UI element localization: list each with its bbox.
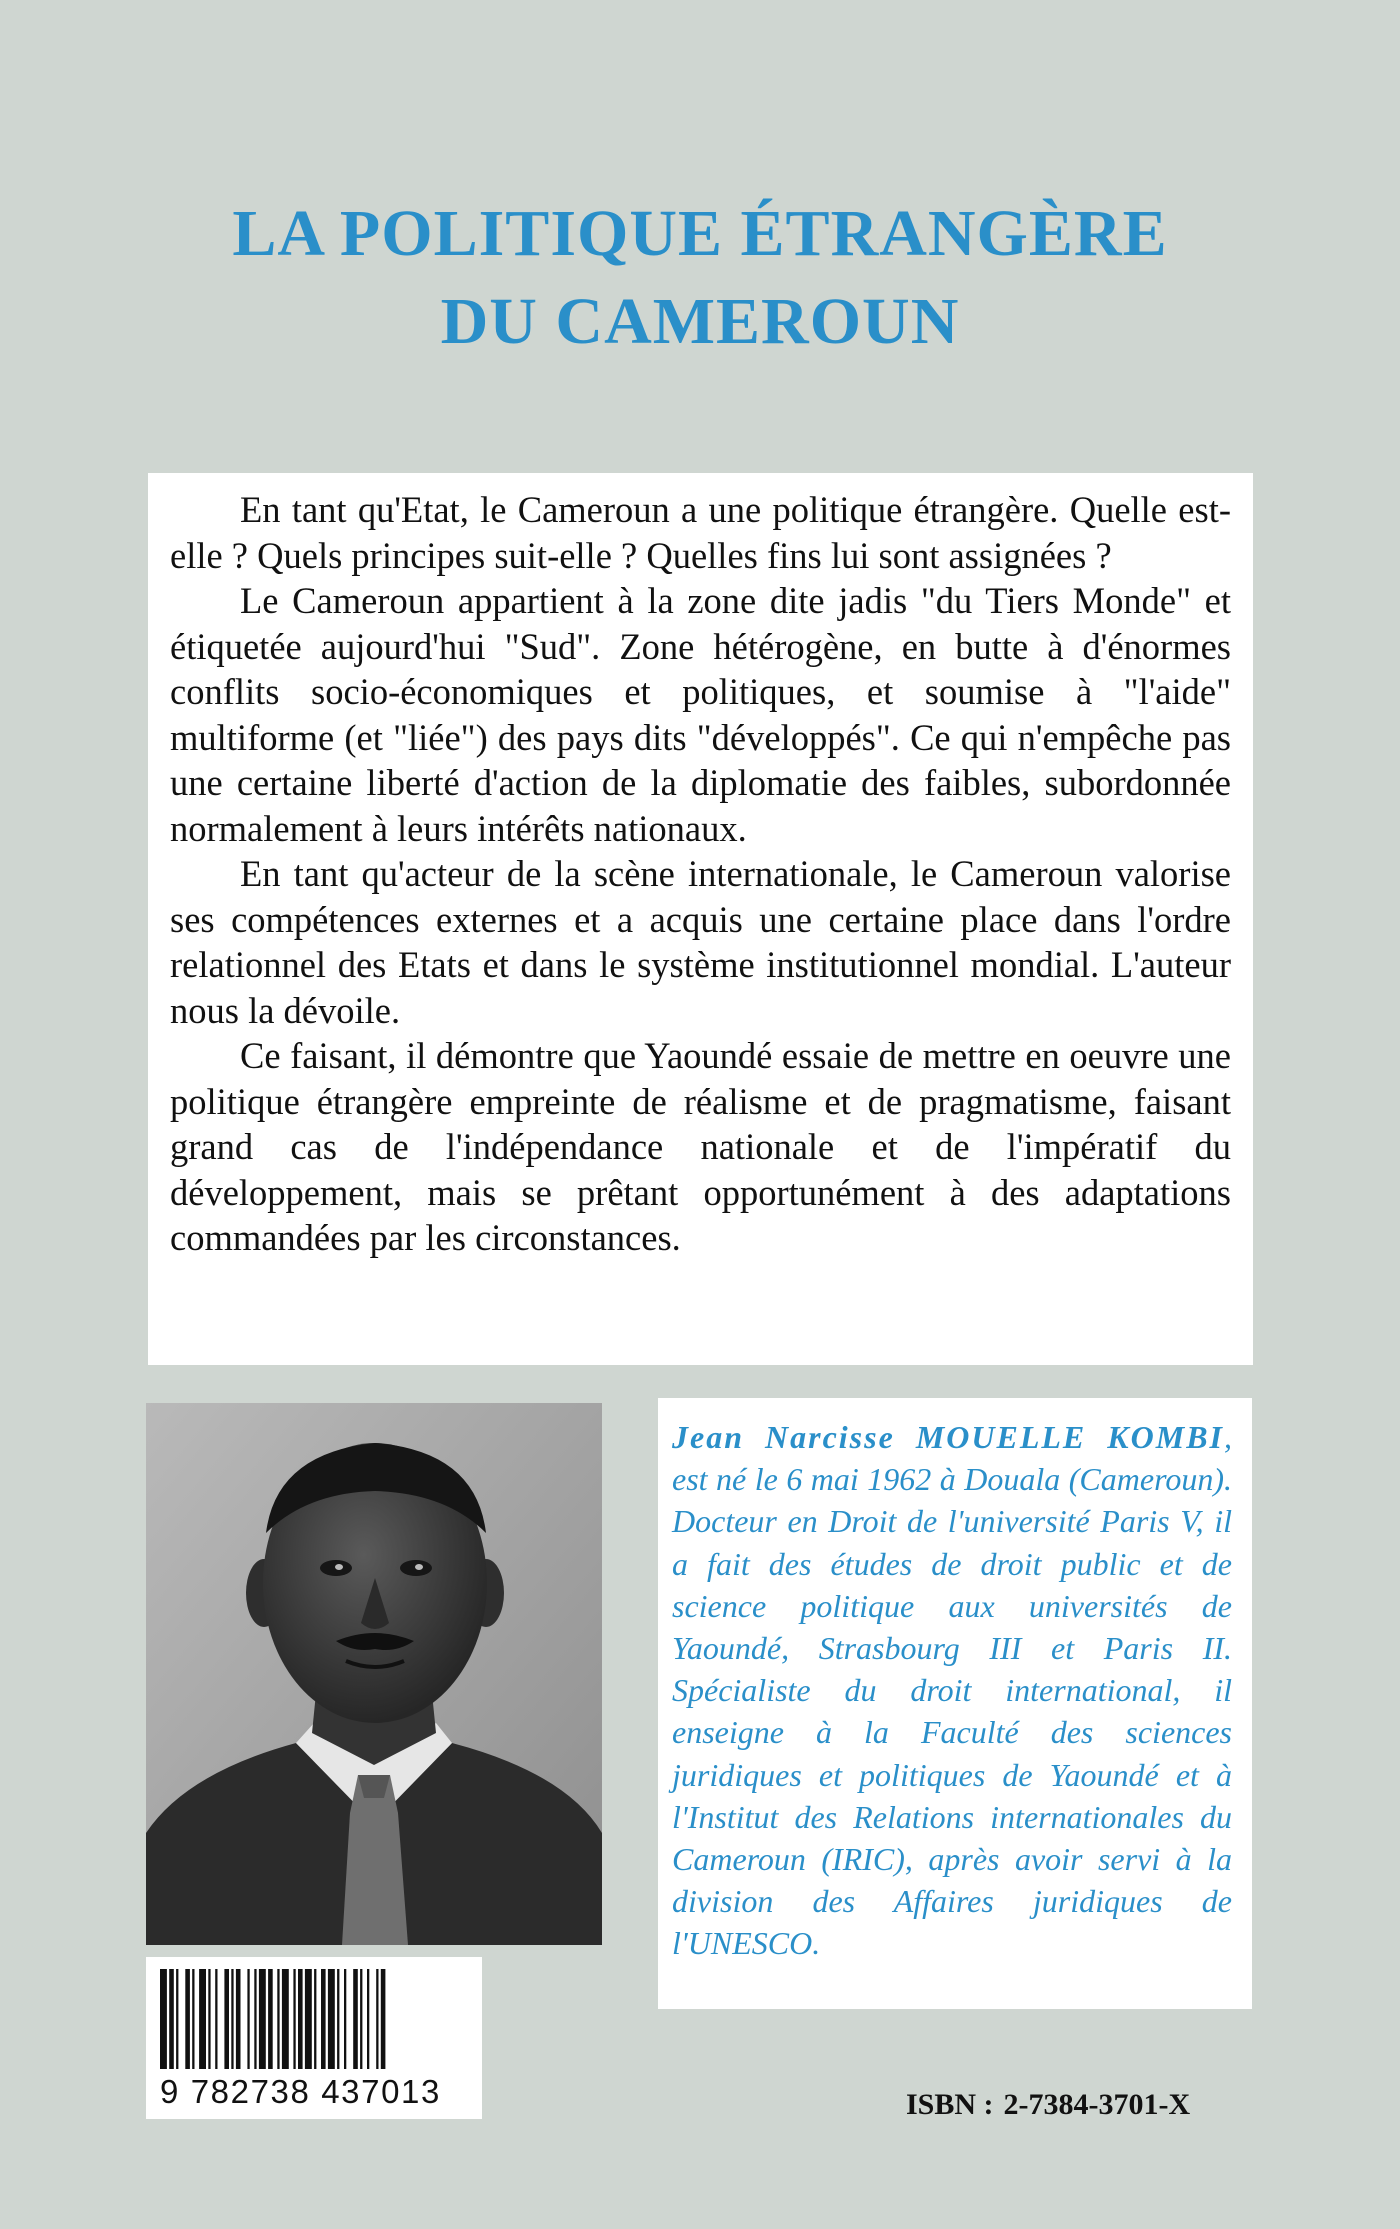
barcode-bar: [298, 1969, 303, 2069]
summary-box: [148, 473, 1253, 1365]
barcode-bar: [321, 1969, 326, 2069]
barcode-bar: [353, 1969, 358, 2069]
barcode-bar: [360, 1969, 362, 2069]
summary-paragraph: Le Cameroun appartient à la zone dite jadis "du Tiers Monde" et étiquetée aujourd'hui "Sud". Zone hétérogène, en butte à d'énormes conflits socio-économiques et politiques, et soumise à "l'aide" multiforme (et "liée") des pays dits "développés". Ce qui n'empêche pas une certaine liberté d'action de la diplomatie des faibles, subordonnée normalement à leurs intérêts nationaux.: [170, 580, 1231, 849]
barcode-bar: [192, 1969, 194, 2069]
author-bio: [658, 1398, 1252, 2009]
barcode-bar: [367, 1969, 369, 2069]
barcode-bar: [337, 1969, 339, 2069]
barcode-bar: [254, 1969, 256, 2069]
barcode-bar: [176, 1969, 178, 2069]
barcode-bar: [293, 1969, 295, 2069]
isbn-label: ISBN :: [906, 2088, 994, 2121]
book-title: [0, 190, 1400, 366]
barcode-bar: [247, 1969, 249, 2069]
barcode-bar: [208, 1969, 210, 2069]
title-line-2: DU CAMEROUN: [440, 285, 960, 358]
barcode-bar: [185, 1969, 190, 2069]
barcode-bar: [224, 1969, 229, 2069]
barcode-bar: [231, 1969, 233, 2069]
barcode-bar: [314, 1969, 316, 2069]
isbn: [906, 2088, 1200, 2122]
barcode-bar: [282, 1969, 289, 2069]
barcode-digits: 9 782738 437013: [160, 2073, 441, 2110]
barcode-bar: [305, 1969, 312, 2069]
barcode-bar: [344, 1969, 346, 2069]
barcode-bar: [381, 1969, 386, 2069]
barcode-bar: [277, 1969, 279, 2069]
barcode-bar: [169, 1969, 174, 2069]
author-bio-text: , est né le 6 mai 1962 à Douala (Cameroun). Docteur en Droit de l'université Paris V, il a fait des études de droit public et de science politique aux universités de Yaoundé, Strasbourg III et Paris II. Spécialiste du droit international, il enseigne à la Faculté des sciences juridiques et politiques de Yaoundé et à l'Institut des Relations internationales du Cameroun (IRIC), après avoir servi à la division des Affaires juridiques de l'UNESCO.: [672, 1419, 1232, 1962]
barcode-bar: [160, 1969, 167, 2069]
barcode-bar: [328, 1969, 335, 2069]
summary-paragraph: En tant qu'Etat, le Cameroun a une politique étrangère. Quelle est-elle ? Quels principes suit-elle ? Quelles fins lui sont assignées ?: [170, 489, 1231, 576]
barcode-bar: [215, 1969, 217, 2069]
summary-paragraph: En tant qu'acteur de la scène internationale, le Cameroun valorise ses compétences externes et a acquis une certaine place dans l'ordre relationnel des Etats et dans le système institutionnel mondial. L'auteur nous la dévoile.: [170, 853, 1231, 1031]
barcode-bars: [146, 1957, 482, 2077]
author-photo: [146, 1403, 602, 1945]
barcode: [146, 1957, 482, 2119]
isbn-value: 2-7384-3701-X: [1003, 2088, 1191, 2121]
title-line-1: LA POLITIQUE ÉTRANGÈRE: [232, 197, 1168, 270]
summary-paragraph: Ce faisant, il démontre que Yaoundé essaie de mettre en oeuvre une politique étrangère empreinte de réalisme et de pragmatisme, faisant grand cas de l'indépendance nationale et de l'impératif du développement, mais se prêtant opportunément à des adaptations commandées par les circonstances.: [170, 1035, 1231, 1258]
barcode-bar: [199, 1969, 206, 2069]
barcode-bar: [376, 1969, 378, 2069]
barcode-bar: [236, 1969, 241, 2069]
barcode-bar: [259, 1969, 266, 2069]
author-name: Jean Narcisse MOUELLE KOMBI: [672, 1419, 1224, 1455]
barcode-bar: [268, 1969, 273, 2069]
